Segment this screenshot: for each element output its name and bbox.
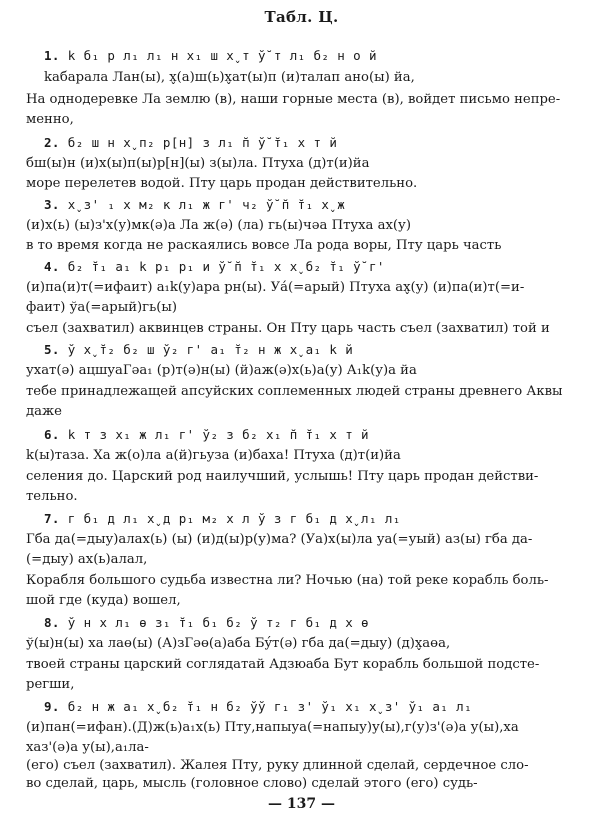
cipher-text: х̬ з' ₁ х м₂ к л₁ ж г' ч₂ ў̆ п̆ т̆₁ х̬ ж — [67, 197, 346, 212]
translit-line: бш(ы)н (и)х(ы)п(ы)р[н](ы) з(ы)ла. Птуха (д)т(и)йа — [26, 156, 370, 171]
translit-line: kабарала Лан(ы), х̬(а)ш(ь)х̬ат(ы)п (и)талап ано(ы) йа, — [44, 70, 415, 85]
entry-number: 7. — [44, 511, 60, 526]
cipher-text: ў х̬ т̆₂ б₂ ш ў₂ г' а₁ т̆₂ н ж х̬ а₁ k й — [67, 342, 354, 357]
cipher-text: ў н х л₁ ɵ з₁ т̆₁ б₁ б₂ ў т₂ г б₁ д х ɵ — [67, 615, 369, 630]
entry-number: 8. — [44, 615, 60, 630]
russian-line: Корабля большого судьба известна ли? Ночью (на) той реке корабль боль- — [26, 573, 549, 588]
russian-line: шой где (куда) вошел, — [26, 593, 181, 608]
cipher-text: б₂ т̆₁ а₁ k р₁ р₁ и ў̆ п̆ т̆₁ х х̬ б₂ т̆₁ ў̆ г' — [67, 259, 385, 274]
cipher-text: б₂ ш н х̬ п₂ р[н] з л₁ п̆ ў̆ т̆₁ х т й — [67, 135, 338, 150]
entry-number: 1. — [44, 48, 60, 63]
cipher-text: k т з х₁ ж л₁ г' ў₂ з б₂ х₁ п̆ т̆₁ х т й — [67, 427, 369, 442]
translit-line: фаит) ўа(=арый)гь(ы) — [26, 300, 178, 315]
russian-line: На однодеревке Ла землю (в), наши горные места (в), войдет письмо непре- — [26, 92, 561, 107]
russian-line: море перелетев водой. Пту царь продан действительно. — [26, 176, 418, 191]
translit-line: (и)х(ь) (ы)з'х(у)мк(ә)а Ла ж(ә) (ла) гь(ы)чәа Птуха ах(у) — [26, 218, 411, 233]
russian-line: регши, — [26, 677, 75, 692]
translit-line: хаз'(ә)а у(ы),а₁ла- — [26, 740, 149, 755]
russian-line: в то время когда не раскаялись вовсе Ла рода воры, Пту царь часть — [26, 238, 502, 253]
russian-line: (его) съел (захватил). Жалея Пту, руку длинной сделай, сердечное сло- — [26, 758, 529, 773]
translit-line: ў(ы)н(ы) ха лаɵ(ы) (А)зГәɵ(а)аба Бýт(ә) гба да(=дыу) (д)х̬аɵа, — [26, 636, 451, 651]
entry-number: 2. — [44, 135, 60, 150]
translit-line: ухат(ә) ацшуаГәа₁ (р)т(ә)н(ы) (й)аж(ә)х(ь)а(у) А₁k(у)а йа — [26, 363, 417, 378]
russian-line: менно, — [26, 112, 74, 127]
table-title: Табл. Ц. — [264, 8, 339, 26]
entry-number: 4. — [44, 259, 60, 274]
russian-line: съел (захватил) аквинцев страны. Он Пту царь часть съел (захватил) той и — [26, 321, 550, 336]
russian-line: тебе принадлежащей апсуйских соплеменных людей страны древнего Аквы — [26, 384, 563, 399]
entry-number: 5. — [44, 342, 60, 357]
cipher-line — [44, 196, 345, 214]
russian-line: твоей страны царский соглядатай Адзюаба Бут корабль большой подсте- — [26, 657, 540, 672]
cipher-line — [44, 614, 369, 632]
cipher-line — [44, 698, 472, 716]
cipher-text: б₂ н ж а₁ х̬ б₂ т̆₁ н б₂ ўў г₁ з' ў₁ х₁ х̬ з' ў₁ а₁ л₁ — [67, 699, 473, 714]
russian-line: селения до. Царский род наилучший, услышь! Пту царь продан действи- — [26, 469, 539, 484]
cipher-text: k б₁ р л₁ л₁ н х₁ ш х̬ т ў̆ т л₁ б₂ н о й — [67, 48, 377, 63]
cipher-line — [44, 47, 377, 65]
page-number: — 137 — — [268, 796, 335, 812]
russian-line: во сделай, царь, мысль (головное слово) сделай этого (его) судь- — [26, 776, 478, 791]
entry-number: 6. — [44, 427, 60, 442]
russian-line: тельно. — [26, 489, 78, 504]
cipher-text: г б₁ д л₁ х̬ д р₁ м₂ х л ў з г б₁ д х̬ л₁ л₁ — [67, 511, 401, 526]
cipher-line — [44, 426, 369, 444]
entry-number: 3. — [44, 197, 60, 212]
russian-line: даже — [26, 404, 62, 419]
entry-number: 9. — [44, 699, 60, 714]
translit-line: k(ы)таза. Ха ж(о)ла а(й)гьуза (и)баха! Птуха (д)т(и)йа — [26, 448, 401, 463]
cipher-line — [44, 510, 401, 528]
translit-line: (=дыу) ах(ь)алал, — [26, 552, 148, 567]
translit-line: Гба да(=дыу)алах(ь) (ы) (и)д(ы)р(у)ма? (Уа)х(ы)ла уа(=уый) аз(ы) гба да- — [26, 532, 533, 547]
translit-line: (и)пан(=ифан).(Д)ж(ь)а₁х(ь) Пту,напыуа(=напыу)у(ы),г(у)з'(ә)а у(ы),ха — [26, 720, 519, 735]
cipher-line — [44, 341, 353, 359]
cipher-line — [44, 258, 385, 276]
translit-line: (и)па(и)т(=ифаит) а₁k(у)ара рн(ы). Уа́(=арый) Птуха ах̬(у) (и)па(и)т(=и- — [26, 280, 525, 295]
cipher-line — [44, 134, 337, 152]
